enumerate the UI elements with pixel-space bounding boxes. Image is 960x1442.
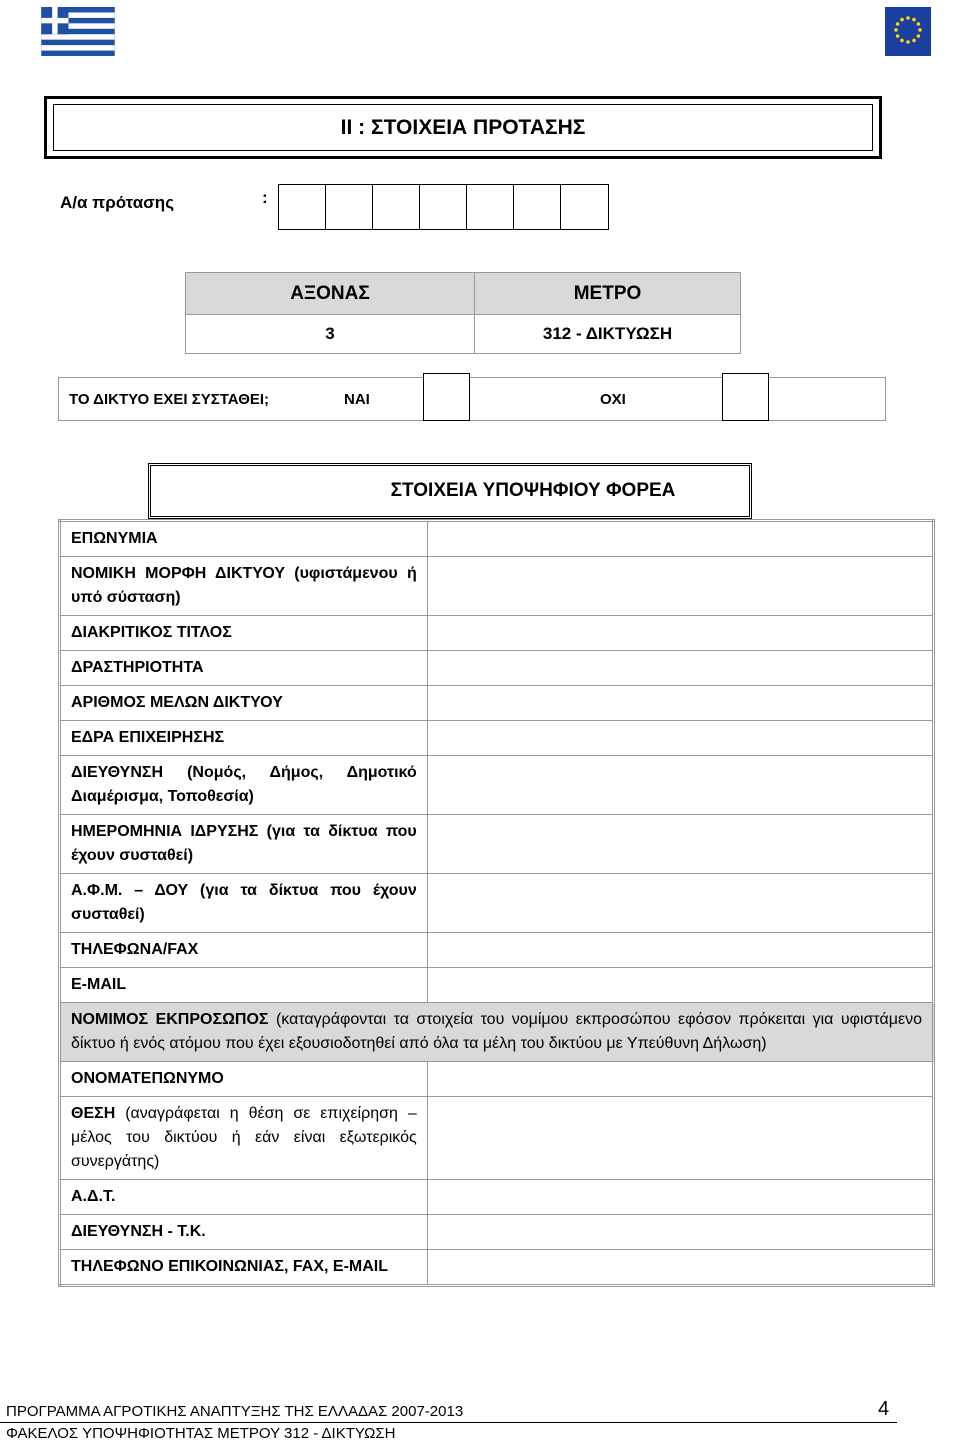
yes-label: ΝΑΙ: [344, 391, 370, 408]
row-label: ΝΟΜΙΚΗ ΜΟΡΦΗ ΔΙΚΤΥΟΥ (υφιστάμενου ή υπό σύσταση): [60, 557, 428, 616]
proposal-digit-box[interactable]: [561, 185, 608, 229]
table-row: [60, 721, 934, 756]
proposal-number-colon: :: [262, 188, 268, 207]
table-row: [60, 1180, 934, 1215]
proposal-digit-box[interactable]: [326, 185, 373, 229]
row-value-field[interactable]: [427, 874, 933, 933]
row-value-field[interactable]: [427, 616, 933, 651]
row-value-field[interactable]: [427, 721, 933, 756]
row-value-field[interactable]: [427, 557, 933, 616]
eu-flag-icon: [885, 7, 931, 56]
table-row: [60, 874, 934, 933]
table-row: [60, 616, 934, 651]
row-label: ΗΜΕΡΟΜΗΝΙΑ ΙΔΡΥΣΗΣ (για τα δίκτυα που έχουν συσταθεί): [60, 815, 428, 874]
row-value-field[interactable]: [427, 1180, 933, 1215]
row-label: ΟΝΟΜΑΤΕΠΩΝΥΜΟ: [60, 1062, 428, 1097]
table-row: [60, 933, 934, 968]
table-row: [60, 521, 934, 557]
row-label: ΔΙΕΥΘΥΝΣΗ (Νομός, Δήμος, Δημοτικό Διαμέρισμα, Τοποθεσία): [60, 756, 428, 815]
row-label: ΔΙΕΥΘΥΝΣΗ - Τ.Κ.: [60, 1215, 428, 1250]
row-value-field[interactable]: [427, 933, 933, 968]
table-row: [60, 1097, 934, 1180]
row-value-field[interactable]: [427, 1097, 933, 1180]
table-row: [60, 686, 934, 721]
row-value-field[interactable]: [427, 815, 933, 874]
legal-rep-row: [60, 1003, 934, 1062]
row-value-field[interactable]: [427, 1215, 933, 1250]
proposal-digit-box[interactable]: [467, 185, 514, 229]
row-label: E-MAIL: [60, 968, 428, 1003]
legal-rep-title: ΝΟΜΙΜΟΣ ΕΚΠΡΟΣΩΠΟΣ: [71, 1011, 269, 1028]
row-value-field[interactable]: [427, 1062, 933, 1097]
row-value-field[interactable]: [427, 521, 933, 557]
proposal-digit-box[interactable]: [420, 185, 467, 229]
row-label: ΔΙΑΚΡΙΤΙΚΟΣ ΤΙΤΛΟΣ: [60, 616, 428, 651]
proposal-number-boxes: [278, 184, 609, 230]
yes-checkbox[interactable]: [423, 373, 470, 421]
page-number: 4: [878, 1398, 890, 1420]
network-established-row: [58, 377, 886, 421]
row-label: ΔΡΑΣΤΗΡΙΟΤΗΤΑ: [60, 651, 428, 686]
proposal-digit-box[interactable]: [373, 185, 420, 229]
applicant-table: [58, 519, 935, 1287]
proposal-digit-box[interactable]: [514, 185, 561, 229]
axis-value: 3: [186, 315, 475, 354]
position-title: ΘΕΣΗ: [71, 1105, 116, 1122]
footer-program: ΠΡΟΓΡΑΜΜΑ ΑΓΡΟΤΙΚΗΣ ΑΝΑΠΤΥΞΗΣ ΤΗΣ ΕΛΛΑΔΑΣ 2007-2013: [6, 1403, 464, 1420]
table-row: [60, 756, 934, 815]
table-row: [60, 1215, 934, 1250]
table-row: [60, 1062, 934, 1097]
axis-measure-table: [185, 272, 741, 354]
row-value-field[interactable]: [427, 1250, 933, 1286]
table-row: [60, 815, 934, 874]
position-label: [60, 1097, 428, 1180]
footer-folder: ΦΑΚΕΛΟΣ ΥΠΟΨΗΦΙΟΤΗΤΑΣ ΜΕΤΡΟΥ 312 - ΔΙΚΤΥΩΣΗ: [6, 1425, 396, 1442]
row-label: Α.Φ.Μ. – ΔΟΥ (για τα δίκτυα που έχουν συσταθεί): [60, 874, 428, 933]
row-value-field[interactable]: [427, 686, 933, 721]
row-label: Α.Δ.Τ.: [60, 1180, 428, 1215]
table-row: [60, 651, 934, 686]
row-label: ΑΡΙΘΜΟΣ ΜΕΛΩΝ ΔΙΚΤΥΟΥ: [60, 686, 428, 721]
position-note: (αναγράφεται η θέση σε επιχείρηση – μέλος του δικτύου ή εάν είναι εξωτερικός συνεργάτης): [71, 1105, 417, 1170]
measure-value: 312 - ΔΙΚΤΥΩΣΗ: [475, 315, 741, 354]
row-value-field[interactable]: [427, 756, 933, 815]
legal-rep-note: (καταγράφονται τα στοιχεία του νομίμου εκπροσώπου εφόσον πρόκειται για υφιστάμενο δίκτυο ή ενός ατόμου που έχει εξουσιοδοτηθεί από όλα τα μέλη του δικτύου με Υπεύθυνη Δήλωση): [71, 1011, 922, 1052]
section-title: ΣΤΟΙΧΕΙΑ ΥΠΟΨΗΦΙΟΥ ΦΟΡΕΑ: [390, 480, 676, 501]
no-label: ΟΧΙ: [600, 391, 626, 408]
row-label: ΤΗΛΕΦΩΝΑ/FAX: [60, 933, 428, 968]
table-row: [60, 557, 934, 616]
axis-header: ΑΞΟΝΑΣ: [186, 273, 475, 315]
proposal-digit-box[interactable]: [279, 185, 326, 229]
page-title: II : ΣΤΟΙΧΕΙΑ ΠΡΟΤΑΣΗΣ: [53, 104, 873, 151]
footer-divider: [0, 1422, 897, 1423]
no-checkbox[interactable]: [722, 373, 769, 421]
greek-flag-icon: [41, 7, 115, 56]
measure-header: ΜΕΤΡΟ: [475, 273, 741, 315]
row-label: ΕΔΡΑ ΕΠΙΧΕΙΡΗΣΗΣ: [60, 721, 428, 756]
row-value-field[interactable]: [427, 968, 933, 1003]
table-row: [60, 1250, 934, 1286]
legal-rep-heading: [60, 1003, 934, 1062]
row-label: ΤΗΛΕΦΩΝΟ ΕΠΙΚΟΙΝΩΝΙΑΣ, FAX, E-MAIL: [60, 1250, 428, 1286]
row-value-field[interactable]: [427, 651, 933, 686]
network-established-question: ΤΟ ΔΙΚΤΥΟ ΕΧΕΙ ΣΥΣΤΑΘΕΙ;: [69, 391, 270, 408]
proposal-number-label: Α/α πρότασης: [60, 193, 175, 212]
table-row: [60, 968, 934, 1003]
row-label: ΕΠΩΝΥΜΙΑ: [60, 521, 428, 557]
